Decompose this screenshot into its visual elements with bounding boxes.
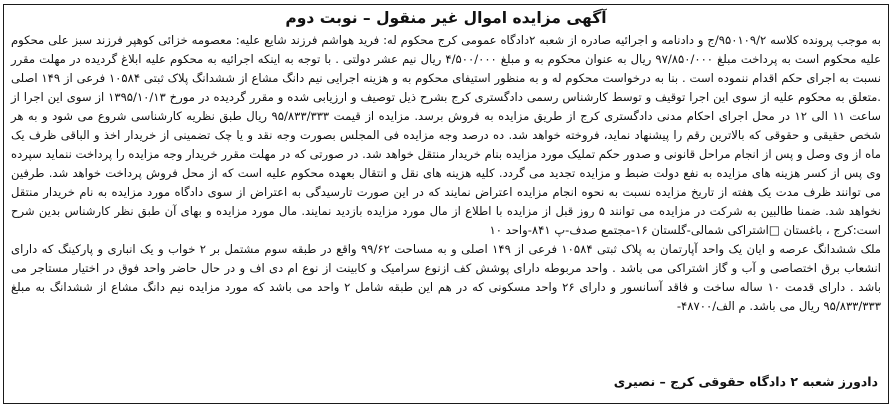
notice-paragraph-main: به موجب پرونده کلاسه ۹۵۰۱۰۹/۲/ج و دادنامه و اجرائیه صادره از شعبه ۲دادگاه عمومی کرج محکوم له: فرید هواشم فرزند شایع علیه: معصومه خزائی کوهپر فرزند سبز علی محکوم علیه محکوم است به پرداخت مبلغ ۹۷/۸۵۰/۰۰۰ ریال به عنوان محکوم به و مبلغ ۴/۵۰۰/۰۰۰ ریال نیم عشر دولتی . با توجه به اینکه اجرائیه به محکوم علیه ابلاغ گردیده در مهلت مقرر نسبت به اجرای حکم اقدام ننموده است . بنا به درخواست محکوم له و به منظور استیفای محکوم به و هزینه اجرایی نیم دانگ مشاع از ششدانگ پلاک ثبتی ۱۰۵۸۴ فرعی از ۱۴۹ اصلی .متعلق به محکوم علیه از سوی این اجرا توقیف و توسط کارشناس رسمی دادگستری کرج بشرح ذیل توصیف و ارزیابی شده و مقرر گردیده در مورخ ۱۳۹۵/۱۰/۱۳ از سوی این اجرا از ساعت ۱۱ الی ۱۲ در محل اجرای احکام مدنی دادگستری کرج از طریق مزایده به فروش برسد. مزایده از قیمت ۹۵/۸۳۳/۳۳۳ ریال طبق نظریه کارشناسی شروع می شود و به هر شخص حقیقی و حقوقی که بالاترین رقم را پیشنهاد نماید، فروخته خواهد شد. ده درصد وجه مزایده فی المجلس بصورت وجه نقد و یا چک تضمینی از خریدار اخذ و الباقی ظرف یک ماه از وی وصل و پس از انجام مراحل قانونی و صدور حکم تملیک مورد مزایده بنام خریدار منتقل خواهد شد. در صورتی که در مهلت مقرر خریدار وجه مزایده را پرداخت ننماید سپرده وی پس از کسر هزینه های مزایده به نفع دولت ضبط و مزایده تجدید می گردد. کلیه هزینه های نقل و انتقال بعهده محکوم علیه است که از محل فروش پرداخت خواهد شد. طرفین می توانند ظرف مدت یک هفته از تاریخ مزایده نسبت به نحوه انجام مزایده اعتراض نمایند که در این صورت تارسیدگی به اعتراض از سوی دادگاه مورد مزایده به نام خریدار منتقل نخواهد شد. ضمنا طالبین به شرکت در مزایده می توانند ۵ روز قبل از مزایده با اطلاع از مال مورد مزایده بازدید نمایند. مال مورد مزایده و بهای آن طبق نظر کارشناس بدین شرح است:کرج ، باغستان □اشتراکی شمالی-گلستان ۱۶-مجتمع صدف-پ ۸۴۱-واحد ۱۰	[11, 33, 881, 237]
notice-title: آگهی مزایده اموال غیر منقول – نوبت دوم	[285, 9, 607, 27]
notice-frame	[3, 4, 889, 404]
notice-body	[11, 31, 881, 316]
notice-signature: دادورز شعبه ۲ دادگاه حقوقی کرج – نصیری	[613, 374, 878, 389]
notice-paragraph-property: ملک ششدانگ عرصه و ایان یک واحد آپارتمان به پلاک ثبتی ۱۰۵۸۴ فرعی از ۱۴۹ اصلی و به مساحت ۹۹/۶۲ واقع در طبقه سوم مشتمل بر ۲ خواب و یک انباری و پارکینگ که دارای انشعاب برق اختصاصی و آب و گاز اشتراکی می باشد . واحد مربوطه دارای پوشش کف ازنوع سرامیک و کابینت از نوع ام دی اف و در حال حاضر واحد فوق در اختیار مستاجر می باشد . دارای قدمت ۱۰ ساله ساخت و فاقد آسانسور و دارای ۲۶ واحد مسکونی که در هم این طبقه شامل ۲ واحد می باشد که مورد مزایده نیم دانگ مشاع از ششدانگ به مبلغ ۹۵/۸۳۳/۳۳۳ ریال می باشد. م الف/۴۸۷۰۰-	[11, 242, 881, 313]
